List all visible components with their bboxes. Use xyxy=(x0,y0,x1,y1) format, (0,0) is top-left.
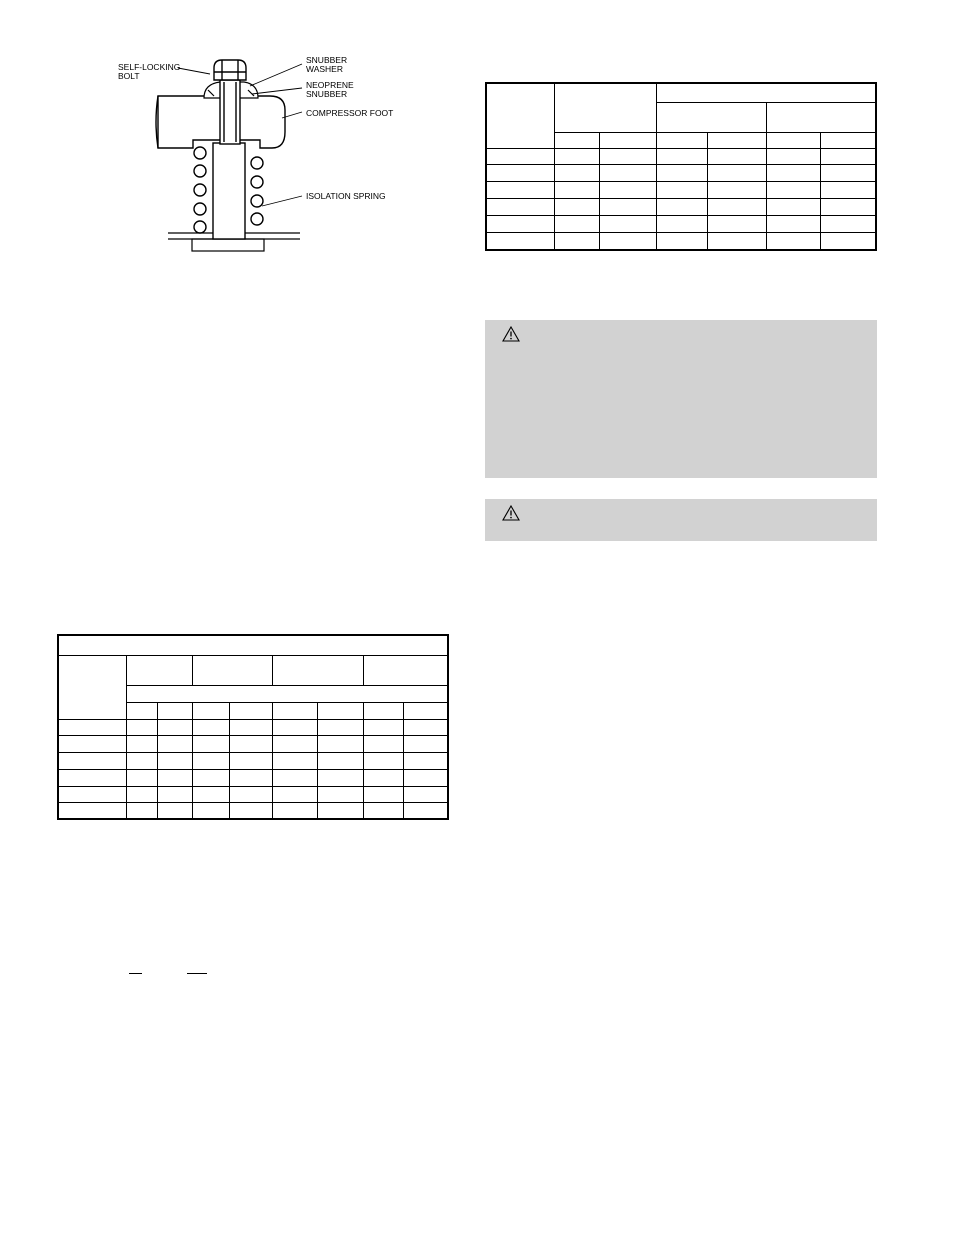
label-self-locking-bolt-2: BOLT xyxy=(118,71,140,81)
table-row xyxy=(486,164,876,181)
label-neoprene-snubber-2: SNUBBER xyxy=(306,89,348,99)
warning-box xyxy=(485,499,877,541)
table-row xyxy=(58,752,448,769)
table-row xyxy=(486,215,876,232)
label-snubber-washer-1: SNUBBER xyxy=(306,55,348,65)
header-cell xyxy=(554,83,656,132)
label-neoprene-snubber-1: NEOPRENE xyxy=(306,80,354,90)
header-cell xyxy=(192,655,272,685)
header-cell xyxy=(272,655,363,685)
table-row xyxy=(486,198,876,215)
table-row xyxy=(58,769,448,786)
fraction-bar xyxy=(129,973,142,974)
table-row xyxy=(58,719,448,735)
table-row xyxy=(58,786,448,802)
header-cell xyxy=(486,83,554,148)
header-cell xyxy=(126,685,448,702)
warning-triangle-icon xyxy=(502,505,520,521)
warning-box xyxy=(485,320,877,478)
table-row xyxy=(486,181,876,198)
header-cell xyxy=(126,655,192,685)
label-snubber-washer-2: WASHER xyxy=(306,64,343,74)
header-cell xyxy=(58,655,126,719)
compressor-mounting-figure xyxy=(110,48,410,258)
table-row xyxy=(58,802,448,819)
label-self-locking-bolt-1: SELF-LOCKING xyxy=(118,62,181,72)
table-row xyxy=(58,735,448,752)
table-row xyxy=(486,148,876,164)
header-cell xyxy=(766,102,876,132)
label-compressor-foot: COMPRESSOR FOOT xyxy=(306,108,394,118)
left-data-table xyxy=(57,634,449,820)
fraction-bar xyxy=(187,973,207,974)
header-cell xyxy=(656,102,766,132)
table-title-cell xyxy=(58,635,448,655)
warning-triangle-icon xyxy=(502,326,520,342)
label-isolation-spring: ISOLATION SPRING xyxy=(306,191,386,201)
table-row xyxy=(486,232,876,250)
right-data-table xyxy=(485,82,877,251)
header-cell xyxy=(656,83,876,102)
header-cell xyxy=(363,655,448,685)
